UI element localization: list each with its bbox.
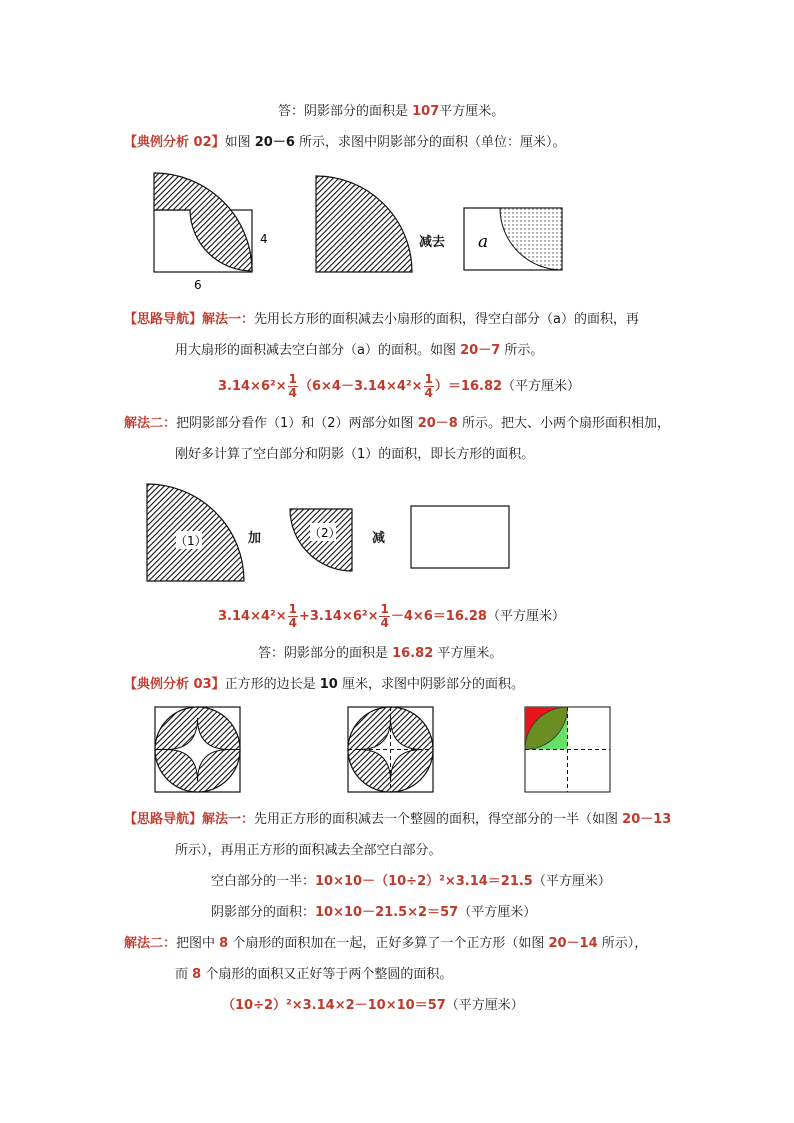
formula-part: 3.14×6²× <box>218 379 287 394</box>
plus-word: 加 <box>248 531 262 546</box>
nav-text: 先用长方形的面积减去小扇形的面积，得空白部分（a）的面积，再 <box>254 312 639 327</box>
example-text: 所示，求图中阴影部分的面积（单位：厘米）。 <box>294 135 566 150</box>
answer-suffix: 平方厘米。 <box>433 646 503 661</box>
figure-ref: 20－14 <box>548 936 598 951</box>
final-formula <box>222 996 524 1016</box>
answer-value: 107 <box>412 104 440 119</box>
formula-part: －4×6＝16.28 <box>390 609 487 624</box>
nav02-line-1 <box>124 310 639 330</box>
calc-expression: 10×10－（10÷2）²×3.14＝21.5 <box>315 874 533 889</box>
formula-unit: （平方厘米） <box>502 379 581 394</box>
nav-text: 个扇形的面积又正好等于两个整圆的面积。 <box>201 967 453 982</box>
minus-word: 减去 <box>419 235 446 250</box>
calc-unit: （平方厘米） <box>458 905 537 920</box>
method2-line-2: 刚好多计算了空白部分和阴影（1）的面积，即长方形的面积。 <box>175 447 535 462</box>
formula-1 <box>218 368 580 406</box>
nav-text: 所示。 <box>500 343 544 358</box>
method2-line-1 <box>124 414 670 434</box>
nav-text: 先用正方形的面积减去一个整圆的面积，得空部分的一半（如图 <box>254 812 623 827</box>
calc-label: 阴影部分的面积： <box>211 905 316 920</box>
label-part-2: （2） <box>309 526 341 540</box>
example-text: 正方形的边长是 <box>224 677 320 692</box>
count: 8 <box>192 967 202 982</box>
label-part-1: （1） <box>175 534 207 548</box>
example-text: 厘米，求图中阴影部分的面积。 <box>337 677 524 692</box>
method1-label: 解法一： <box>202 812 255 827</box>
nav03-line-1 <box>124 810 671 830</box>
example-tag: 【典例分析 03】 <box>124 677 225 692</box>
figure-20-6 <box>150 170 280 295</box>
example-02-heading <box>124 133 566 153</box>
nav-text: 把图中 <box>176 936 220 951</box>
example-03-heading <box>124 675 524 695</box>
calc-expression: 10×10－21.5×2＝57 <box>315 905 459 920</box>
answer-prefix: 答：阴影部分的面积是 <box>278 104 413 119</box>
answer-value: 16.82 <box>392 646 434 661</box>
nav03-method2-line-1 <box>124 934 647 954</box>
example-tag: 【典例分析 02】 <box>124 135 225 150</box>
nav-text: 把阴影部分看作（1）和（2）两部分如图 <box>176 416 418 431</box>
label-a: a <box>478 232 489 252</box>
formula-expression: （10÷2）²×3.14×2－10×10＝57 <box>222 998 446 1013</box>
example-text: 如图 <box>224 135 255 150</box>
large-quarter-circle <box>314 174 414 274</box>
figure-ref: 20－13 <box>622 812 672 827</box>
calc-unit: （平方厘米） <box>532 874 611 889</box>
sector-part-1 <box>145 482 247 584</box>
formula-2 <box>218 598 565 636</box>
figure-ref: 20－6 <box>254 135 295 150</box>
formula-part: 3.14×4²× <box>218 609 287 624</box>
method2-label: 解法二： <box>124 936 177 951</box>
fraction: $\frac{1}{4}$ <box>288 372 297 400</box>
fraction: $\frac{1}{4}$ <box>288 602 297 630</box>
nav03-method2-line-2 <box>175 965 452 985</box>
calc-label: 空白部分的一半： <box>211 874 316 889</box>
nav03-line-2: 所示），再用正方形的面积减去全部空白部分。 <box>175 843 442 858</box>
minus-word-2: 减 <box>372 531 386 546</box>
nav-tag: 【思路导航】 <box>124 312 203 327</box>
figure-ref: 20－7 <box>460 343 501 358</box>
nav-text: 所示。把大、小两个扇形面积相加， <box>457 416 670 431</box>
answer-line-2 <box>258 644 502 664</box>
method2-label: 解法二： <box>124 416 177 431</box>
nav-text: 而 <box>175 967 193 982</box>
nav-text: 个扇形的面积加在一起，正好多算了一个正方形（如图 <box>228 936 549 951</box>
count: 8 <box>219 936 229 951</box>
dim-height: 4 <box>260 232 268 246</box>
answer-prefix: 答：阴影部分的面积是 <box>258 646 393 661</box>
formula-unit: （平方厘米） <box>486 609 565 624</box>
method1-label: 解法一： <box>202 312 255 327</box>
fraction: $\frac{1}{4}$ <box>424 372 433 400</box>
fraction: $\frac{1}{4}$ <box>380 602 389 630</box>
formula-unit: （平方厘米） <box>445 998 524 1013</box>
rectangle-with-small-sector <box>463 207 565 273</box>
formula-part: （6×4－3.14×4²× <box>298 379 423 394</box>
answer-suffix: 平方厘米。 <box>439 104 505 119</box>
square-colored-figure <box>524 706 612 794</box>
sector-part-2 <box>288 507 355 573</box>
square-circle-figure-2 <box>347 706 435 794</box>
square-circle-figure-1 <box>154 706 242 794</box>
nav-tag: 【思路导航】 <box>124 812 203 827</box>
nav-text: 所示）， <box>597 936 648 951</box>
nav-text: 用大扇形的面积减去空白部分（a）的面积。如图 <box>175 343 461 358</box>
calc-2 <box>211 903 536 923</box>
figure-ref: 20－8 <box>417 416 458 431</box>
blank-rectangle <box>410 505 512 571</box>
answer-line-1 <box>278 102 504 122</box>
calc-1 <box>211 872 611 892</box>
dim-width: 6 <box>194 278 202 292</box>
side-length: 10 <box>319 677 338 692</box>
formula-part: ）＝16.82 <box>434 379 503 394</box>
formula-part: +3.14×6²× <box>298 609 379 624</box>
nav02-line-2 <box>175 341 543 361</box>
